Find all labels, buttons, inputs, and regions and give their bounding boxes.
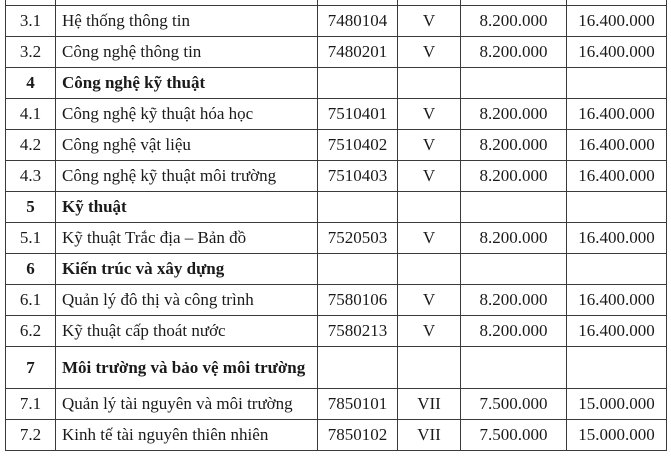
section-title: Môi trường và bảo vệ môi trường: [56, 347, 318, 389]
row-number: 3.2: [6, 37, 56, 68]
program-name: Công nghệ kỹ thuật môi trường: [56, 161, 318, 192]
fee-total: [567, 192, 667, 223]
fee-per-year: 7.500.000: [461, 389, 567, 420]
fee-total: 16.400.000: [567, 285, 667, 316]
program-code: [318, 68, 398, 99]
program-name: Quản lý đô thị và công trình: [56, 285, 318, 316]
fee-per-year: 8.200.000: [461, 161, 567, 192]
table-row: [6, 389, 667, 420]
table-row: [6, 130, 667, 161]
program-group: [398, 347, 461, 389]
table-row: [6, 316, 667, 347]
fee-per-year: 8.200.000: [461, 99, 567, 130]
section-title: Công nghệ kỹ thuật: [56, 68, 318, 99]
fee-total: 16.400.000: [567, 37, 667, 68]
program-name: Hệ thống thông tin: [56, 6, 318, 37]
row-number: 7.1: [6, 389, 56, 420]
table-row: [6, 285, 667, 316]
program-code: 7510402: [318, 130, 398, 161]
program-code: 7520503: [318, 223, 398, 254]
table-row: [6, 420, 667, 451]
program-group: [398, 192, 461, 223]
fee-total: 16.400.000: [567, 6, 667, 37]
program-code: 7580106: [318, 285, 398, 316]
fee-per-year: 8.200.000: [461, 6, 567, 37]
fee-per-year: 7.500.000: [461, 420, 567, 451]
table-row: [6, 37, 667, 68]
fee-total: [567, 68, 667, 99]
program-code: 7480201: [318, 37, 398, 68]
program-name: Công nghệ thông tin: [56, 37, 318, 68]
program-group: VII: [398, 389, 461, 420]
program-name: Kinh tế tài nguyên thiên nhiên: [56, 420, 318, 451]
program-name: Công nghệ kỹ thuật hóa học: [56, 99, 318, 130]
program-name: Kỹ thuật Trắc địa – Bản đồ: [56, 223, 318, 254]
fee-total: 16.400.000: [567, 161, 667, 192]
section-number: 4: [6, 68, 56, 99]
fee-per-year: 8.200.000: [461, 316, 567, 347]
row-number: 5.1: [6, 223, 56, 254]
section-row: [6, 192, 667, 223]
program-code: 7580213: [318, 316, 398, 347]
program-name: Công nghệ vật liệu: [56, 130, 318, 161]
fee-per-year: [461, 347, 567, 389]
row-number: 6.2: [6, 316, 56, 347]
program-code: [318, 192, 398, 223]
program-group: V: [398, 130, 461, 161]
program-group: VII: [398, 420, 461, 451]
program-group: V: [398, 6, 461, 37]
program-code: 7850102: [318, 420, 398, 451]
program-name: Quản lý tài nguyên và môi trường: [56, 389, 318, 420]
fee-per-year: [461, 68, 567, 99]
section-number: 5: [6, 192, 56, 223]
section-number: 6: [6, 254, 56, 285]
table-row: [6, 6, 667, 37]
program-group: V: [398, 161, 461, 192]
row-number: 4.2: [6, 130, 56, 161]
program-group: [398, 68, 461, 99]
row-number: 7.2: [6, 420, 56, 451]
row-number: 4.1: [6, 99, 56, 130]
table-row: [6, 99, 667, 130]
section-row: [6, 68, 667, 99]
fee-total: 16.400.000: [567, 316, 667, 347]
program-group: V: [398, 316, 461, 347]
program-group: V: [398, 37, 461, 68]
program-group: V: [398, 223, 461, 254]
fee-per-year: [461, 254, 567, 285]
program-name: Kỹ thuật cấp thoát nước: [56, 316, 318, 347]
program-code: 7850101: [318, 389, 398, 420]
row-number: 6.1: [6, 285, 56, 316]
fee-total: 15.000.000: [567, 420, 667, 451]
fee-total: [567, 254, 667, 285]
row-number: 3.1: [6, 6, 56, 37]
fee-total: 15.000.000: [567, 389, 667, 420]
program-group: [398, 254, 461, 285]
program-code: 7510401: [318, 99, 398, 130]
fee-total: 16.400.000: [567, 99, 667, 130]
fee-per-year: 8.200.000: [461, 37, 567, 68]
program-group: V: [398, 99, 461, 130]
fee-total: 16.400.000: [567, 223, 667, 254]
section-title: Kiến trúc và xây dựng: [56, 254, 318, 285]
fee-total: 16.400.000: [567, 130, 667, 161]
fee-total: [567, 347, 667, 389]
section-row: [6, 254, 667, 285]
program-code: 7510403: [318, 161, 398, 192]
tuition-table: [5, 0, 667, 451]
program-code: 7480104: [318, 6, 398, 37]
section-number: 7: [6, 347, 56, 389]
fee-per-year: [461, 192, 567, 223]
row-number: 4.3: [6, 161, 56, 192]
program-group: V: [398, 285, 461, 316]
table-row: [6, 161, 667, 192]
table-row: [6, 223, 667, 254]
fee-per-year: 8.200.000: [461, 285, 567, 316]
program-code: [318, 254, 398, 285]
program-code: [318, 347, 398, 389]
section-row: [6, 347, 667, 389]
fee-per-year: 8.200.000: [461, 223, 567, 254]
section-title: Kỹ thuật: [56, 192, 318, 223]
fee-per-year: 8.200.000: [461, 130, 567, 161]
